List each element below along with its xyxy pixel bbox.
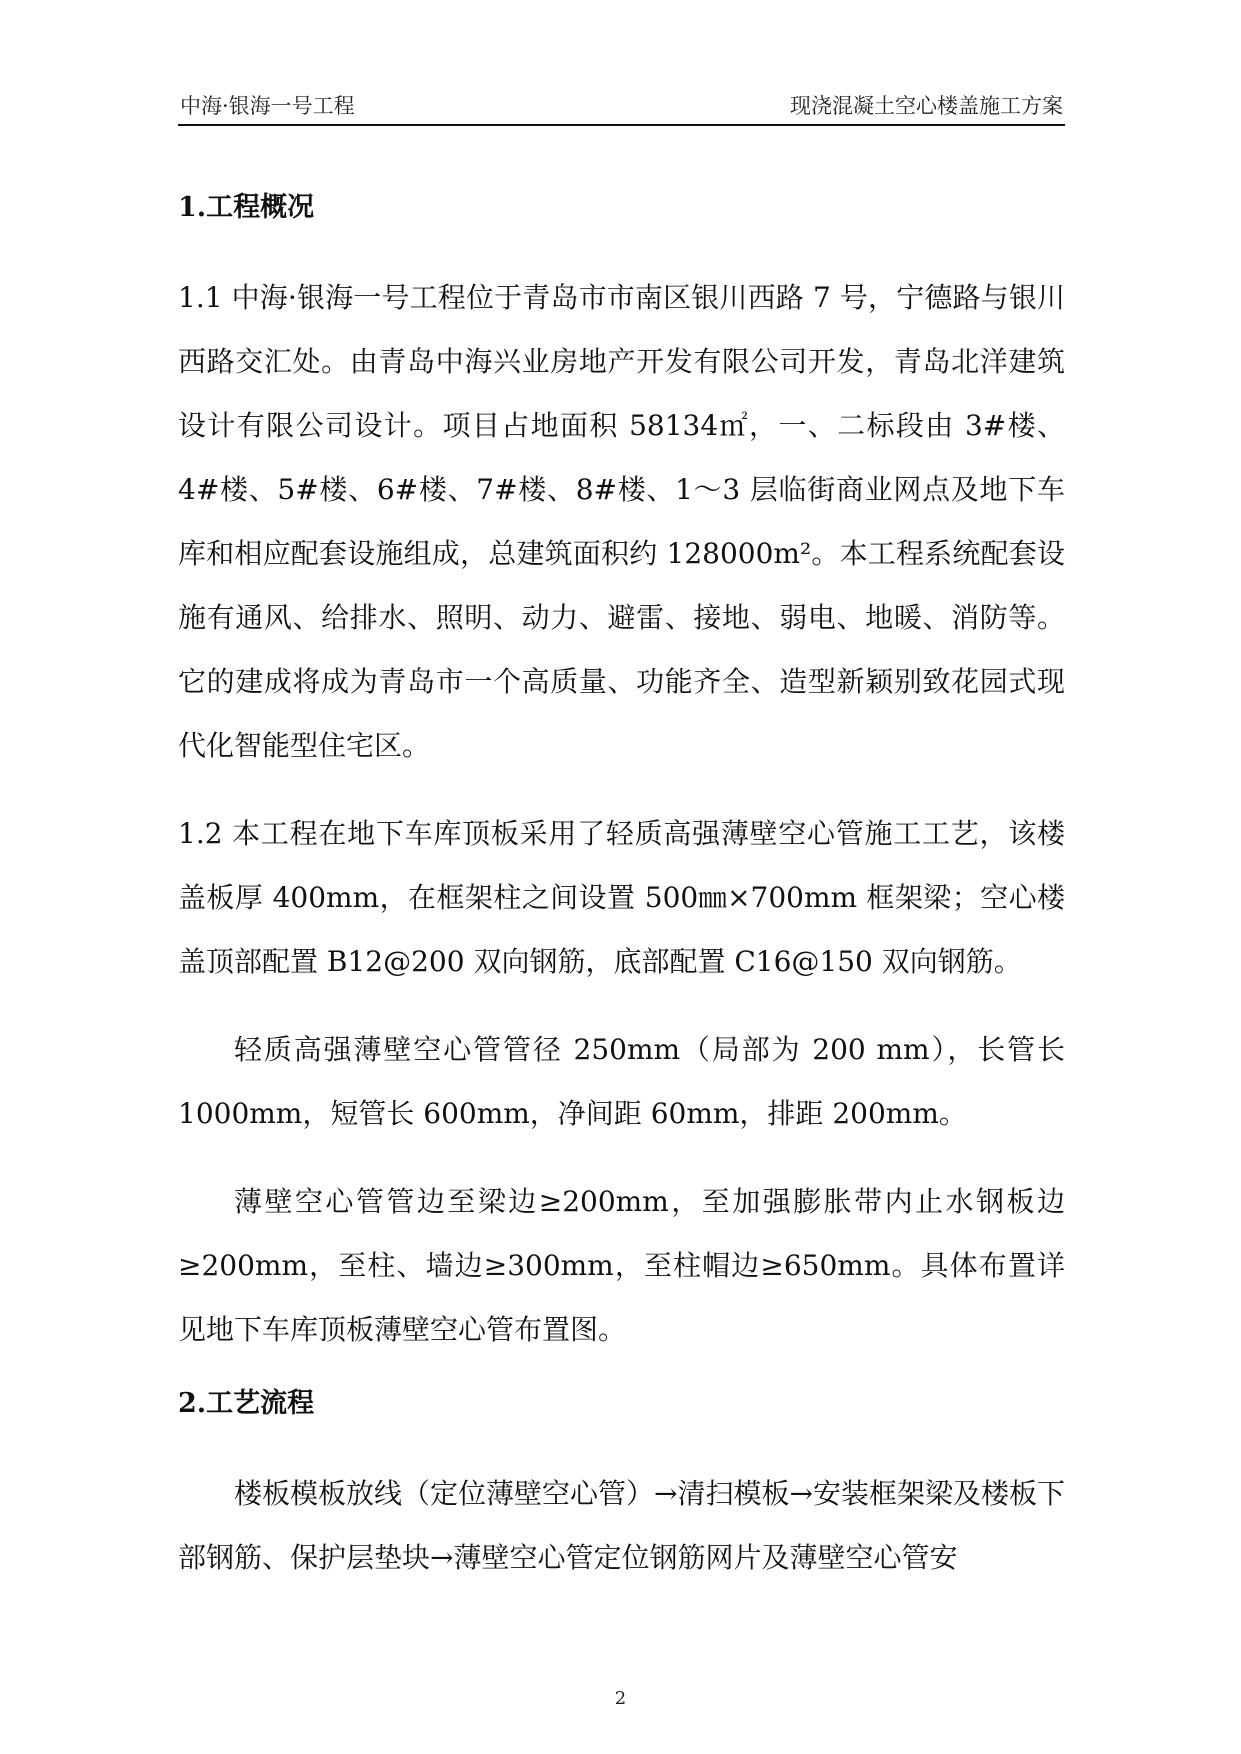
page-number: 2 [614, 1688, 627, 1709]
header-document-title: 现浇混凝土空心楼盖施工方案 [790, 94, 1063, 118]
paragraph: 1.2 本工程在地下车库顶板采用了轻质高强薄壁空心管施工工艺，该楼盖板厚 400mm，在框架柱之间设置 500㎜×700mm 框架梁；空心楼盖顶部配置 B12@200 双向钢筋，底部配置 C16@150 双向钢筋。 [178, 817, 1065, 978]
section-heading: 1.工程概况 [178, 192, 315, 223]
paragraph: 轻质高强薄壁空心管管径 250mm（局部为 200 mm），长管长 1000mm，短管长 600mm，净间距 60mm，排距 200mm。 [178, 1033, 1065, 1130]
document-body [178, 190, 1065, 1590]
page-header [178, 88, 1065, 126]
paragraph: 1.1 中海·银海一号工程位于青岛市市南区银川西路 7 号，宁德路与银川西路交汇处。由青岛中海兴业房地产开发有限公司开发，青岛北洋建筑设计有限公司设计。项目占地面积 58134㎡，一、二标段由 3#楼、4#楼、5#楼、6#楼、7#楼、8#楼、1～3 层临街商业网点及地下车库和相应配套设施组成，总建筑面积约 128000m²。本工程系统配套设施有通风、给排水、照明、动力、避雷、接地、弱电、地暖、消防等。它的建成将成为青岛市一个高质量、功能齐全、造型新颖别致花园式现代化智能型住宅区。 [178, 281, 1065, 762]
paragraph: 薄壁空心管管边至梁边≥200mm，至加强膨胀带内止水钢板边≥200mm，至柱、墙边≥300mm，至柱帽边≥650mm。具体布置详见地下车库顶板薄壁空心管布置图。 [178, 1185, 1065, 1346]
section-heading: 2.工艺流程 [178, 1388, 315, 1419]
header-project-name: 中海·银海一号工程 [180, 94, 355, 118]
paragraph: 楼板模板放线（定位薄壁空心管）→清扫模板→安装框架梁及楼板下部钢筋、保护层垫块→薄壁空心管定位钢筋网片及薄壁空心管安 [178, 1477, 1065, 1574]
